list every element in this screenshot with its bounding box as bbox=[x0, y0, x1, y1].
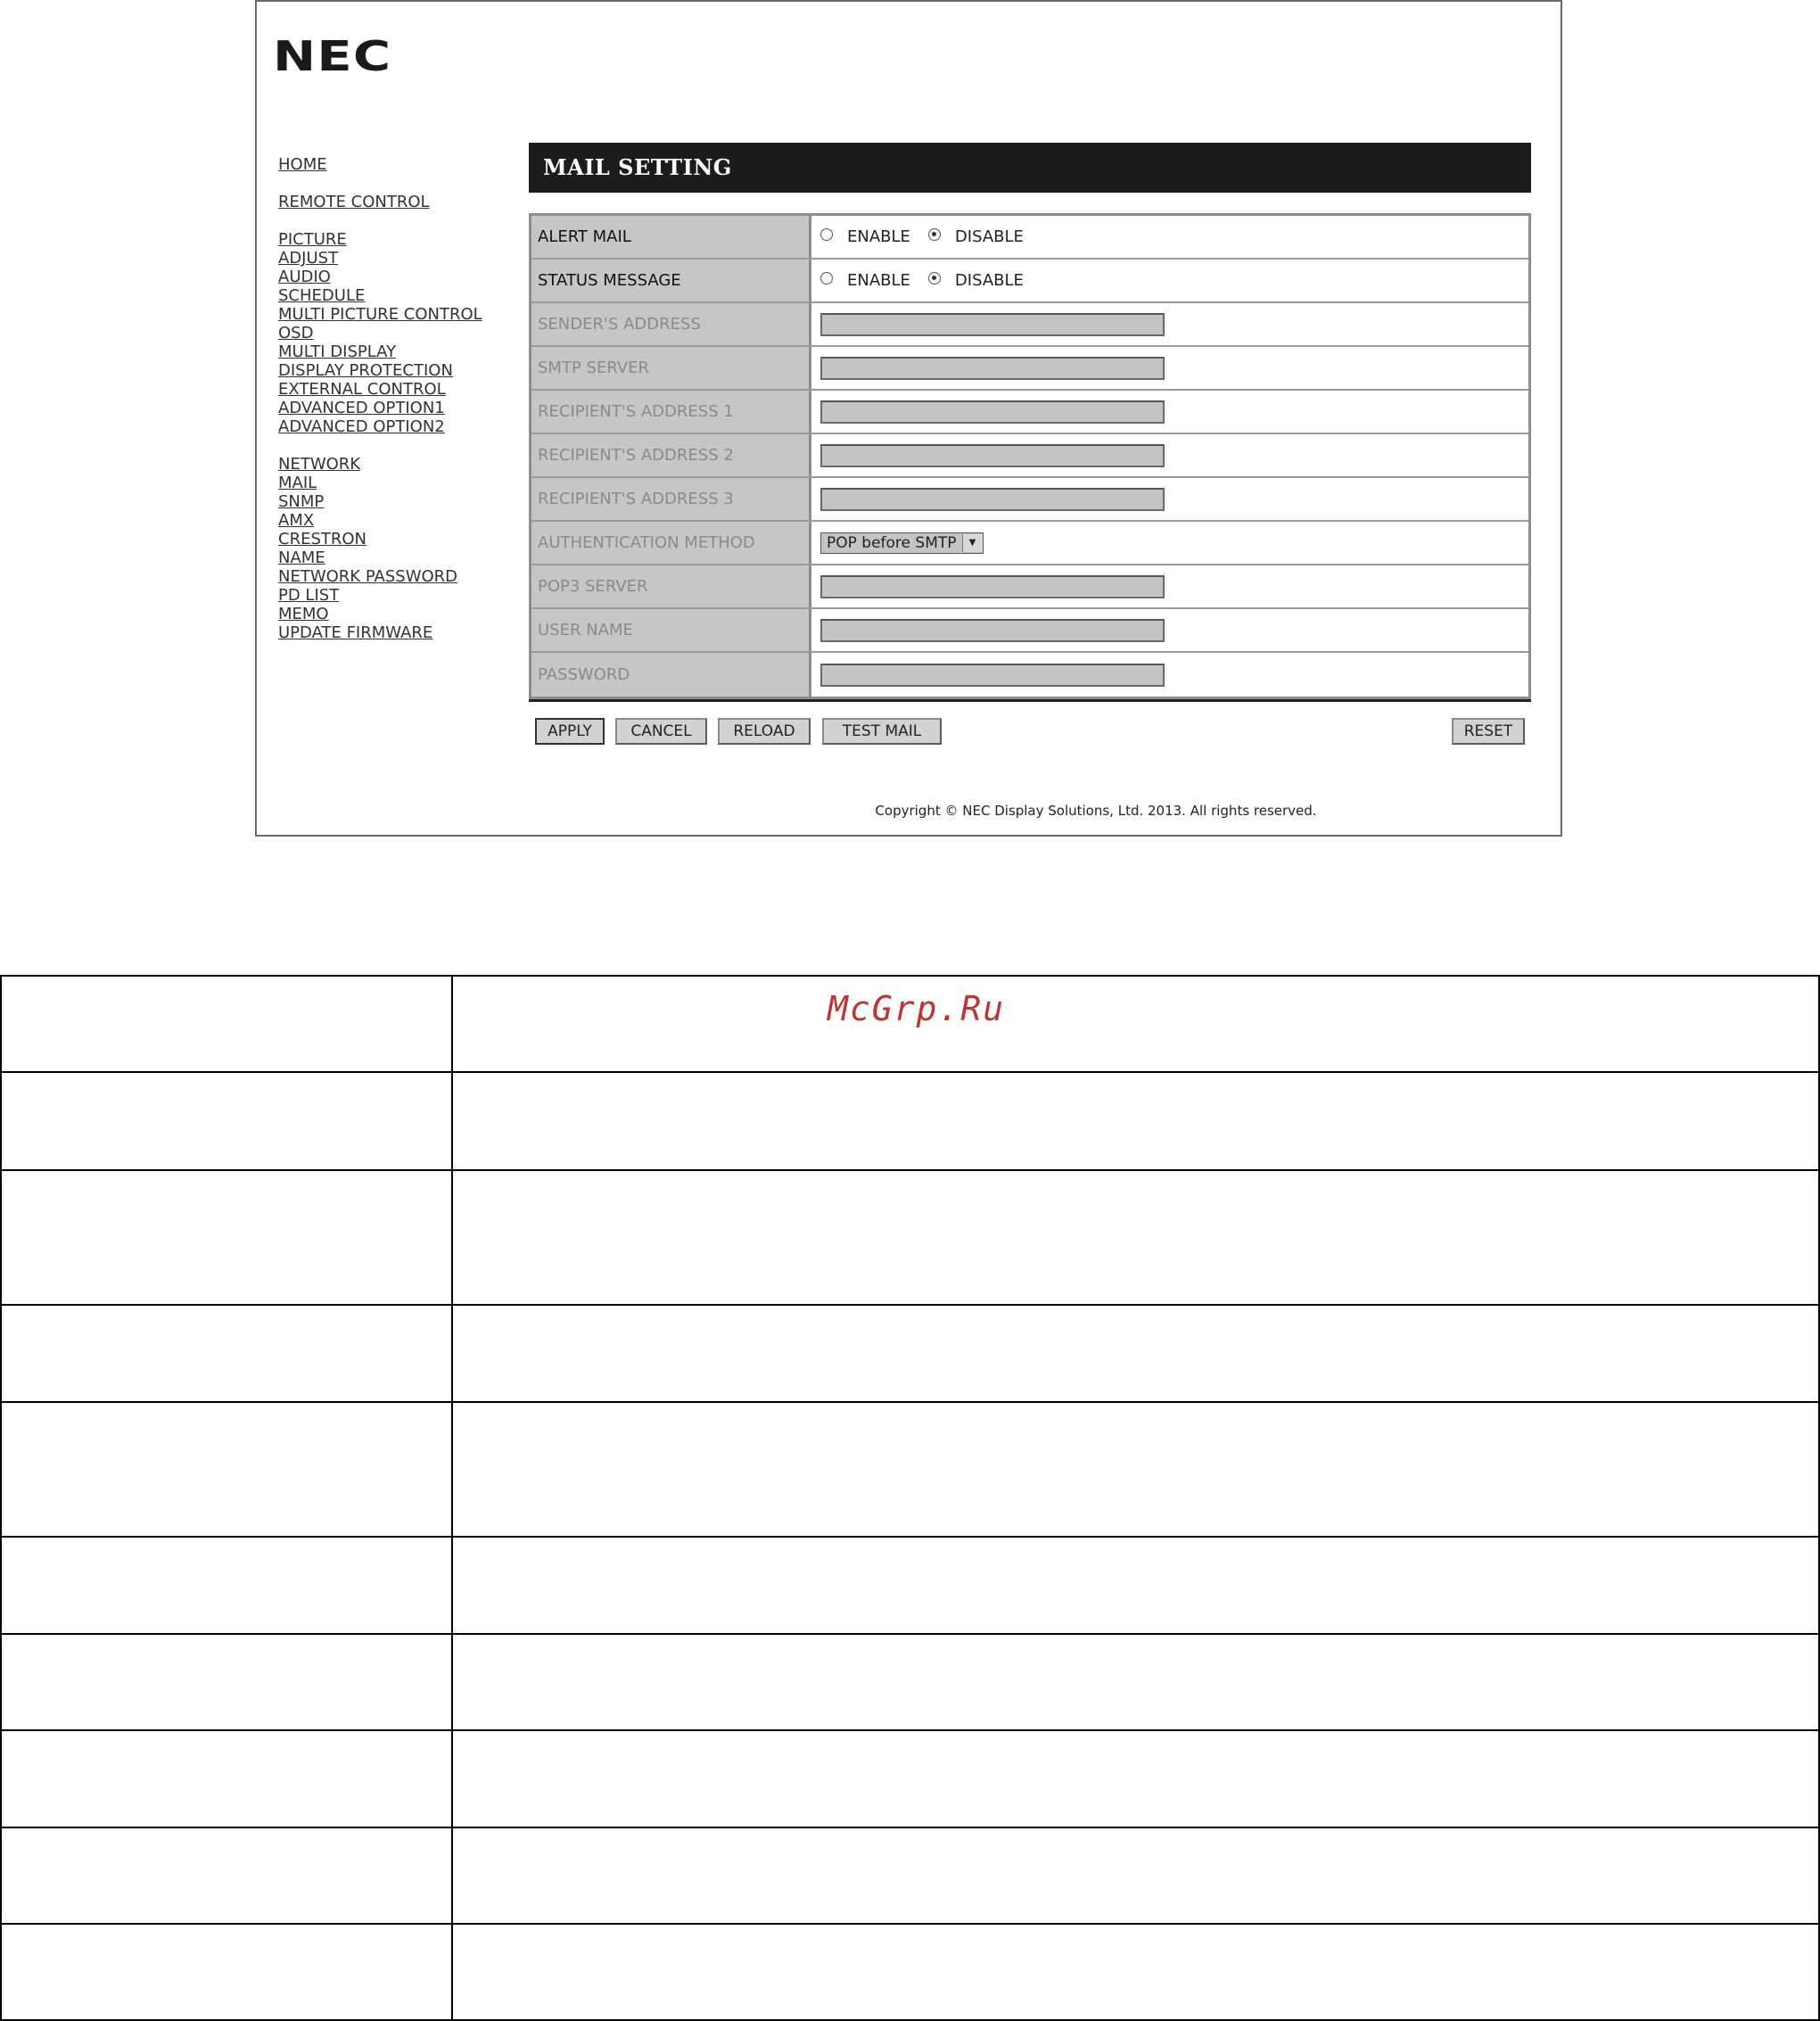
password-input[interactable] bbox=[820, 664, 1165, 687]
nav-link-adjust[interactable]: ADJUST bbox=[278, 249, 339, 268]
status-message-enable-radio[interactable] bbox=[820, 272, 833, 285]
page-title-bar bbox=[529, 143, 1531, 193]
alert-mail-disable-label: DISABLE bbox=[954, 227, 1024, 246]
user-name-input[interactable] bbox=[820, 619, 1165, 642]
table-row bbox=[1, 1634, 1819, 1730]
table-row bbox=[1, 1305, 1819, 1402]
nav-link-display-protection[interactable]: DISPLAY PROTECTION bbox=[278, 361, 453, 380]
recipient-1-field bbox=[811, 391, 1528, 433]
nav-link-mail[interactable]: MAIL bbox=[278, 474, 317, 492]
form-row-status-message bbox=[531, 260, 1528, 303]
table-cell bbox=[1, 1072, 452, 1170]
form-row-alert-mail bbox=[531, 216, 1528, 260]
nav-link-network[interactable]: NETWORK bbox=[278, 455, 361, 474]
table-cell bbox=[452, 976, 1819, 1072]
status-message-disable-label: DISABLE bbox=[954, 271, 1024, 290]
form-row-recipient-3 bbox=[531, 478, 1528, 522]
watermark-text: McGrp.Ru bbox=[828, 989, 1006, 1028]
form-row-senders-address bbox=[531, 303, 1528, 347]
table-cell bbox=[1, 1827, 452, 1924]
page-title: MAIL SETTING bbox=[543, 154, 732, 180]
recipient-2-label: RECIPIENT'S ADDRESS 2 bbox=[531, 434, 811, 476]
nav-link-amx[interactable]: AMX bbox=[278, 511, 315, 530]
table-cell bbox=[452, 1305, 1819, 1402]
form-row-smtp-server bbox=[531, 347, 1528, 391]
senders-address-input[interactable] bbox=[820, 313, 1165, 336]
table-cell bbox=[1, 1305, 452, 1402]
table-cell bbox=[1, 1537, 452, 1634]
user-name-label: USER NAME bbox=[531, 609, 811, 651]
smtp-server-input[interactable] bbox=[820, 357, 1165, 380]
nav-link-update-firmware[interactable]: UPDATE FIRMWARE bbox=[278, 623, 433, 642]
user-name-field bbox=[811, 609, 1528, 651]
table-row bbox=[1, 1537, 1819, 1634]
mail-setting-form bbox=[529, 213, 1531, 699]
nav-link-crestron[interactable]: CRESTRON bbox=[278, 530, 367, 549]
reset-button[interactable]: RESET bbox=[1452, 718, 1525, 745]
alert-mail-field bbox=[811, 216, 1528, 258]
password-field bbox=[811, 653, 1528, 697]
nav-link-osd[interactable]: OSD bbox=[278, 324, 314, 342]
nav-link-remote-control[interactable]: REMOTE CONTROL bbox=[278, 193, 430, 211]
table-cell bbox=[1, 1924, 452, 2020]
alert-mail-label: ALERT MAIL bbox=[531, 216, 811, 258]
browser-page bbox=[255, 0, 1562, 837]
nav-link-audio[interactable]: AUDIO bbox=[278, 268, 331, 286]
alert-mail-enable-label: ENABLE bbox=[847, 227, 910, 246]
table-row bbox=[1, 976, 1819, 1072]
nav-link-advanced-option2[interactable]: ADVANCED OPTION2 bbox=[278, 417, 445, 436]
form-row-pop3-server bbox=[531, 565, 1528, 609]
auth-method-value: POP before SMTP bbox=[827, 533, 957, 552]
nec-logo: NEC bbox=[273, 32, 392, 80]
table-cell bbox=[452, 1537, 1819, 1634]
nav-group-display bbox=[278, 230, 482, 436]
table-row bbox=[1, 1924, 1819, 2020]
form-divider bbox=[529, 699, 1531, 702]
nav-link-network-password[interactable]: NETWORK PASSWORD bbox=[278, 567, 458, 586]
alert-mail-disable-radio[interactable] bbox=[928, 228, 941, 241]
recipient-2-field bbox=[811, 434, 1528, 476]
table-cell bbox=[452, 1827, 1819, 1924]
recipient-3-label: RECIPIENT'S ADDRESS 3 bbox=[531, 478, 811, 520]
copyright-text: Copyright © NEC Display Solutions, Ltd. 2013. All rights reserved. bbox=[875, 803, 1317, 819]
table-row bbox=[1, 1730, 1819, 1827]
status-message-field bbox=[811, 260, 1528, 301]
table-cell bbox=[452, 1730, 1819, 1827]
sidebar-nav bbox=[278, 155, 482, 661]
table-cell bbox=[452, 1924, 1819, 2020]
table-cell bbox=[452, 1634, 1819, 1730]
nav-group-home bbox=[278, 155, 482, 174]
recipient-2-input[interactable] bbox=[820, 444, 1165, 467]
apply-button[interactable]: APPLY bbox=[535, 718, 605, 745]
auth-method-field bbox=[811, 522, 1528, 564]
pop3-server-field bbox=[811, 565, 1528, 607]
table-cell bbox=[1, 1730, 452, 1827]
chevron-down-icon: ▼ bbox=[962, 534, 983, 552]
pop3-server-label: POP3 SERVER bbox=[531, 565, 811, 607]
auth-method-label: AUTHENTICATION METHOD bbox=[531, 522, 811, 564]
table-row bbox=[1, 1402, 1819, 1537]
nav-link-memo[interactable]: MEMO bbox=[278, 605, 329, 623]
senders-address-field bbox=[811, 303, 1528, 345]
table-cell bbox=[1, 1634, 452, 1730]
senders-address-label: SENDER'S ADDRESS bbox=[531, 303, 811, 345]
table-row bbox=[1, 1827, 1819, 1924]
nav-link-advanced-option1[interactable]: ADVANCED OPTION1 bbox=[278, 399, 445, 417]
smtp-server-field bbox=[811, 347, 1528, 389]
alert-mail-enable-radio[interactable] bbox=[820, 228, 833, 241]
table-cell bbox=[1, 976, 452, 1072]
nav-link-external-control[interactable]: EXTERNAL CONTROL bbox=[278, 380, 446, 399]
recipient-1-input[interactable] bbox=[820, 400, 1165, 424]
auth-method-select[interactable] bbox=[820, 532, 984, 554]
recipient-3-field bbox=[811, 478, 1528, 520]
form-row-auth-method bbox=[531, 522, 1528, 565]
table-row bbox=[1, 1170, 1819, 1305]
cancel-button[interactable]: CANCEL bbox=[615, 718, 707, 745]
recipient-1-label: RECIPIENT'S ADDRESS 1 bbox=[531, 391, 811, 433]
table-cell bbox=[452, 1170, 1819, 1305]
nav-link-schedule[interactable]: SCHEDULE bbox=[278, 286, 366, 305]
nav-link-home[interactable]: HOME bbox=[278, 155, 327, 174]
description-table bbox=[0, 975, 1820, 2021]
recipient-3-input[interactable] bbox=[820, 488, 1165, 511]
form-row-recipient-1 bbox=[531, 391, 1528, 434]
table-row bbox=[1, 1072, 1819, 1170]
status-message-enable-label: ENABLE bbox=[847, 271, 910, 290]
smtp-server-label: SMTP SERVER bbox=[531, 347, 811, 389]
table-cell bbox=[1, 1170, 452, 1305]
nav-link-multi-picture-control[interactable]: MULTI PICTURE CONTROL bbox=[278, 305, 482, 324]
form-row-recipient-2 bbox=[531, 434, 1528, 478]
nav-link-multi-display[interactable]: MULTI DISPLAY bbox=[278, 342, 397, 361]
nav-link-snmp[interactable]: SNMP bbox=[278, 492, 325, 511]
pop3-server-input[interactable] bbox=[820, 575, 1165, 598]
table-cell bbox=[452, 1072, 1819, 1170]
nav-group-remote bbox=[278, 193, 482, 211]
status-message-label: STATUS MESSAGE bbox=[531, 260, 811, 301]
test-mail-button[interactable]: TEST MAIL bbox=[822, 718, 942, 745]
password-label: PASSWORD bbox=[531, 653, 811, 697]
table-cell bbox=[1, 1402, 452, 1537]
nav-group-network bbox=[278, 455, 482, 642]
table-cell bbox=[452, 1402, 1819, 1537]
form-row-user-name bbox=[531, 609, 1528, 653]
status-message-disable-radio[interactable] bbox=[928, 272, 941, 285]
nav-link-pd-list[interactable]: PD LIST bbox=[278, 586, 340, 605]
reload-button[interactable]: RELOAD bbox=[718, 718, 811, 745]
nav-link-picture[interactable]: PICTURE bbox=[278, 230, 347, 249]
form-row-password bbox=[531, 653, 1528, 697]
nav-link-name[interactable]: NAME bbox=[278, 549, 325, 567]
